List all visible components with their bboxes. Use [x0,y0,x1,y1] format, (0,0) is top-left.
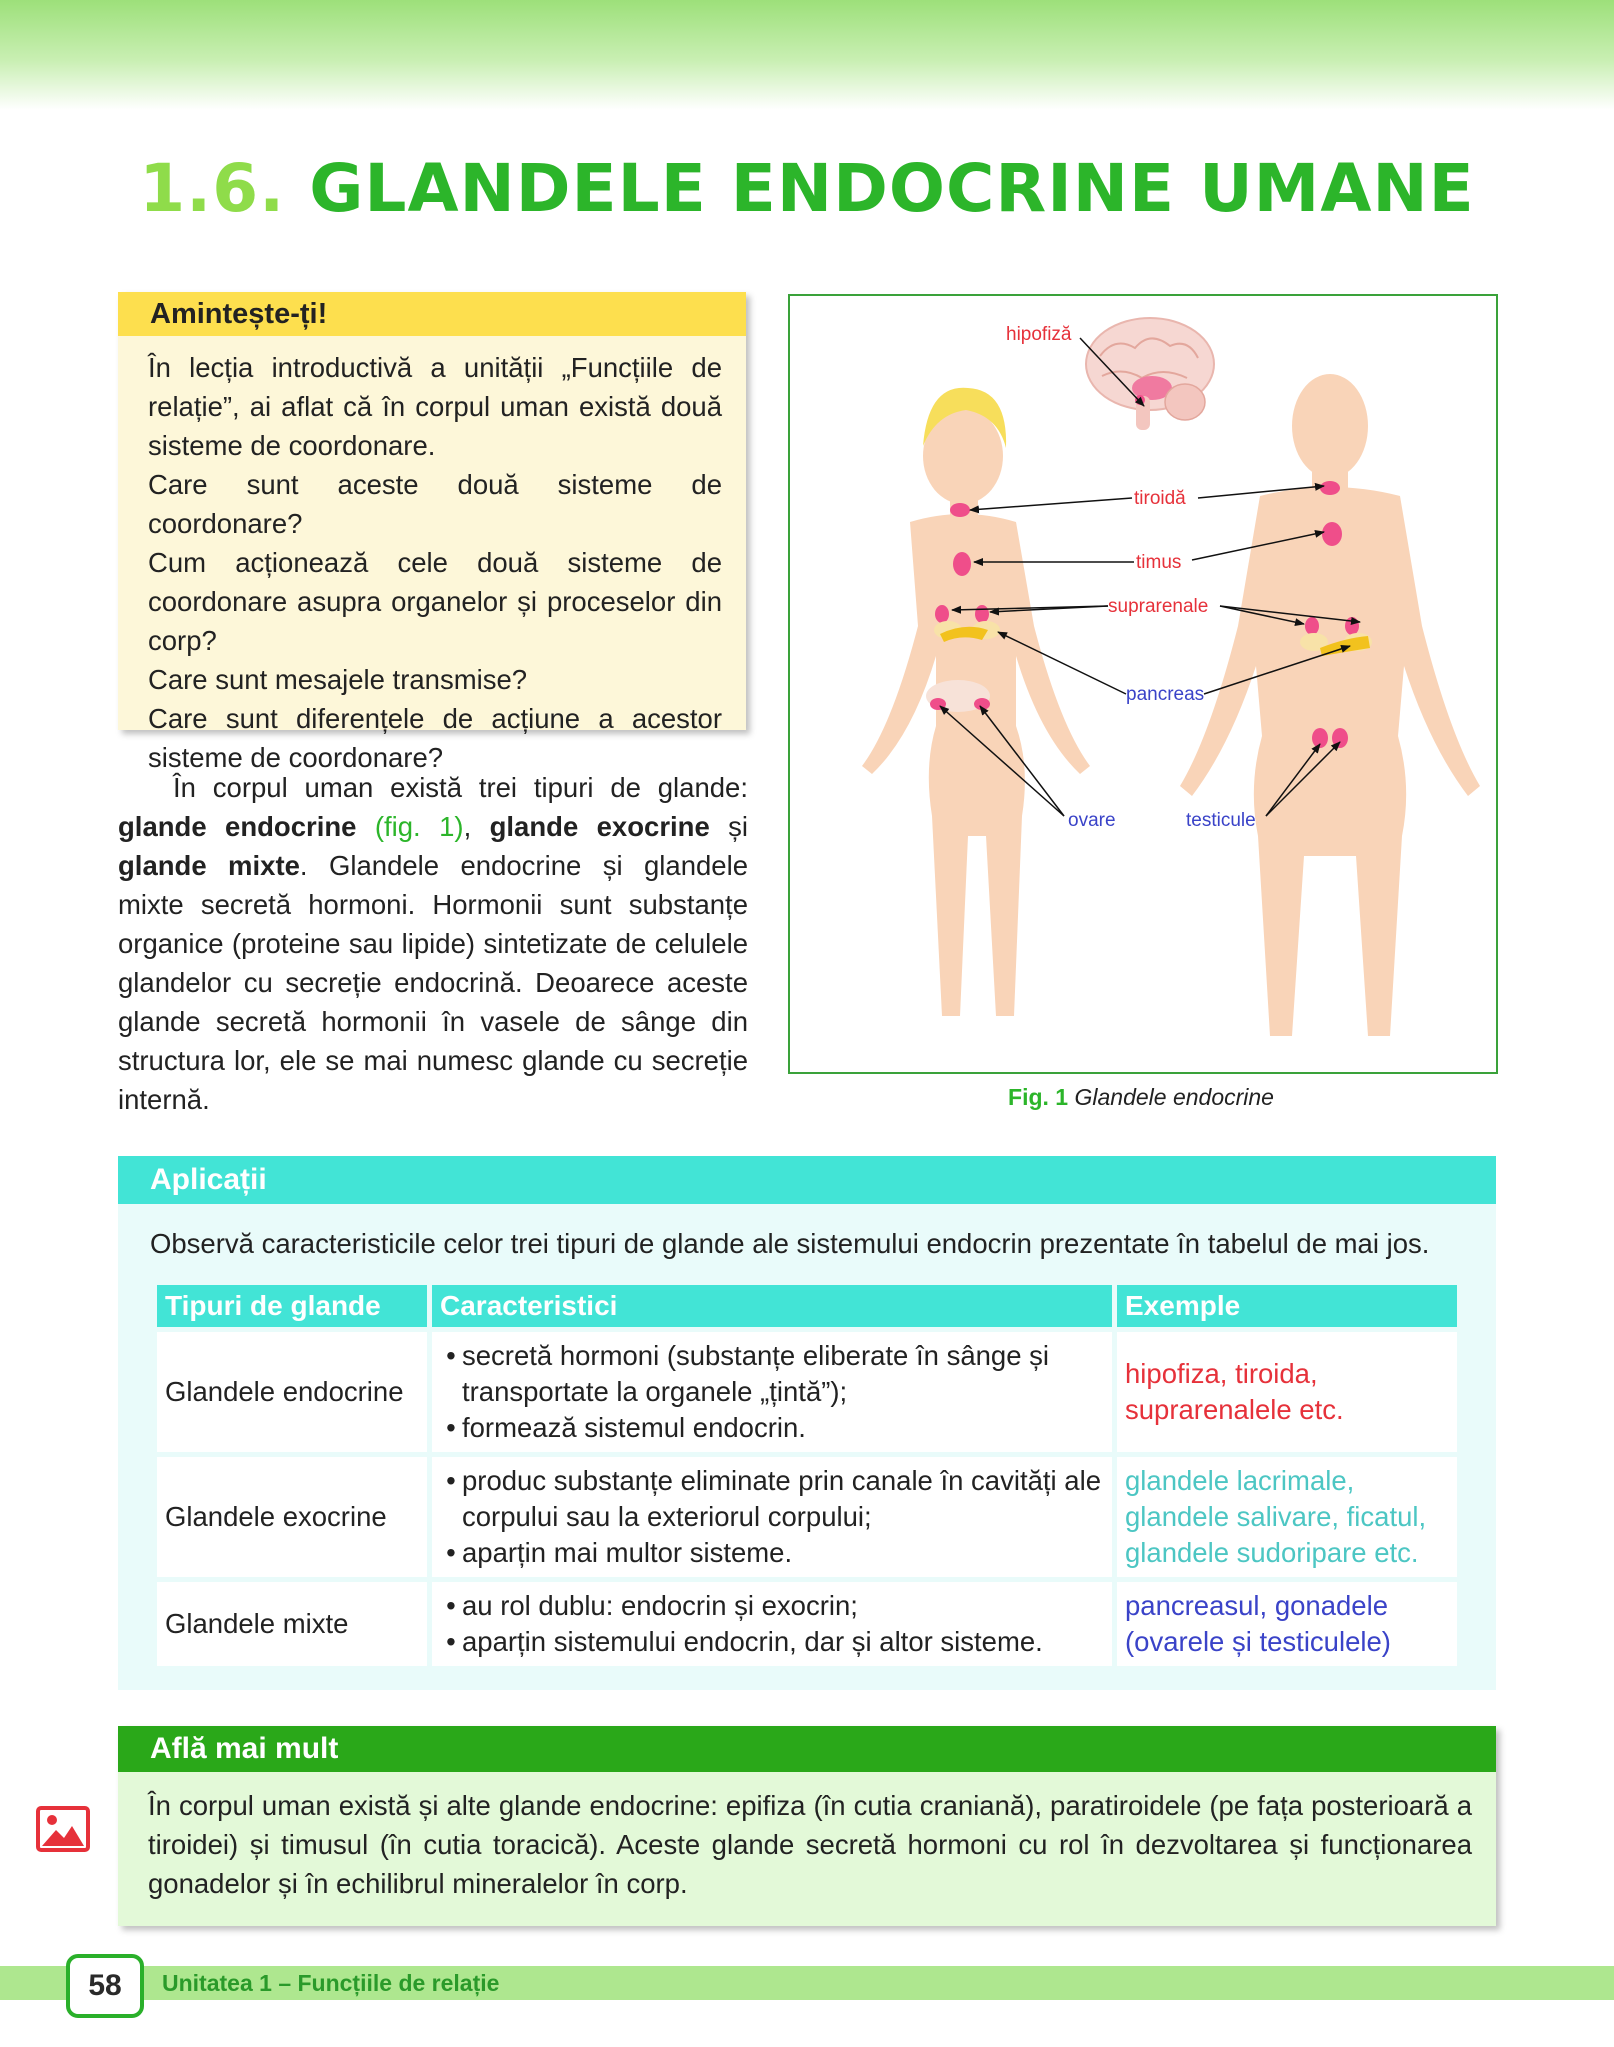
feature-item: • au rol dublu: endocrin și exocrin; [440,1588,1104,1624]
learn-more-heading: Află mai mult [118,1726,1496,1772]
lesson-title: GLANDELE ENDOCRINE UMANE [309,150,1475,227]
feature-item: • produc substanțe eliminate prin canale în cavități ale corpului sau la exteriorul corpului; [440,1463,1104,1535]
glands-table [152,1280,1462,1671]
feature-item: • aparțin sistemului endocrin, dar și altor sisteme. [440,1624,1104,1660]
table-row [157,1332,1457,1452]
label-hipofiza: hipofiză [1006,324,1072,345]
intro-text: , [463,811,490,842]
learn-more-section [118,1726,1496,1926]
top-decorative-band [0,0,1614,110]
gland-features [432,1332,1112,1452]
table-row [157,1457,1457,1577]
intro-text: . Glandele endocrine și glandele mixte secretă hormoni. Hormonii sunt substanțe organice (proteine sau lipide) sintetizate de celulele glandelor cu secreție endocrină. Deoarece aceste glande secretă hormonii în vasele de sânge din structura lor, ele se mai numesc glande cu secreție internă. [118,850,748,1115]
intro-text: și [709,811,749,842]
learn-more-text: În corpul uman există și alte glande endocrine: epifiza (în cutia craniană), paratiroidele (pe fața posterioară a tiroidei) și timusul (în cutia toracică). Aceste glande secretă hormoni cu rol în dezvoltarea și funcționarea gonadelor și în echilibrul mineralelor în corp. [148,1790,1472,1899]
figure-caption-text: Glandele endocrine [1074,1084,1274,1110]
remember-paragraph: În lecția introductivă a unității „Funcțiile de relație”, ai aflat că în corpul uman există două sisteme de coordonare. [148,352,722,461]
female-body [862,388,1090,1016]
term-mixte: glande mixte [118,850,300,881]
remember-question: Care sunt mesajele transmise? [148,664,528,695]
endocrine-figure [788,294,1498,1074]
gland-type: Glandele endocrine [157,1332,427,1452]
gland-examples: hipofiza, tiroida, suprarenalele etc. [1117,1332,1457,1452]
intro-paragraph [118,768,748,1119]
term-exocrine: glande exocrine [489,811,710,842]
figure-caption-label: Fig. 1 [1008,1084,1069,1110]
remember-question: Care sunt diferențele de acțiune a acestor sisteme de coordonare? [148,703,722,773]
feature-item: • aparțin mai multor sisteme. [440,1535,1104,1571]
feature-item: • formează sistemul endocrin. [440,1410,1104,1446]
remember-question: Care sunt aceste două sisteme de coordonare? [148,469,722,539]
figure-reference[interactable]: (fig. 1) [356,811,464,842]
term-endocrine: glande endocrine [118,811,357,842]
feature-item: • secretă hormoni (substanțe eliberate în sânge și transportate la organele „țintă”); [440,1338,1104,1410]
gland-features [432,1457,1112,1577]
label-timus: timus [1136,552,1182,573]
label-ovare: ovare [1068,810,1116,831]
footer-unit-title: Unitatea 1 – Funcțiile de relație [162,1970,500,1996]
column-header: Exemple [1117,1285,1457,1327]
brain-icon [1086,318,1214,430]
remember-body [118,336,746,777]
body-illustration [790,296,1496,1072]
lesson-number: 1.6. [139,150,286,227]
page-title [0,150,1614,227]
gland-type: Glandele mixte [157,1582,427,1666]
gland-type: Glandele exocrine [157,1457,427,1577]
label-pancreas: pancreas [1126,684,1205,705]
figure-caption [788,1084,1494,1111]
applications-section [118,1156,1496,1690]
column-header: Caracteristici [432,1285,1112,1327]
table-header-row [157,1285,1457,1327]
image-icon[interactable] [36,1806,90,1852]
label-testicule: testicule [1186,810,1256,831]
remember-heading: Amintește-ți! [118,292,746,336]
page-number: 58 [66,1954,144,2018]
remember-box [118,292,746,773]
male-body [1180,374,1480,1036]
remember-question: Cum acționează cele două sisteme de coordonare asupra organelor și proceselor din corp? [148,547,722,656]
intro-text: În corpul uman există trei tipuri de glande: [173,772,748,803]
column-header: Tipuri de glande [157,1285,427,1327]
gland-examples: glandele lacrimale, glandele salivare, ficatul, glandele sudoripare etc. [1117,1457,1457,1577]
applications-instruction: Observă caracteristicile celor trei tipuri de glande ale sistemului endocrin prezentate în tabelul de mai jos. [150,1228,1430,1259]
gland-examples: pancreasul, gonadele (ovarele și testiculele) [1117,1582,1457,1666]
label-suprarenale: suprarenale [1108,596,1209,617]
applications-heading: Aplicații [118,1156,1496,1204]
label-tiroida: tiroidă [1134,488,1186,509]
gland-features [432,1582,1112,1666]
table-row [157,1582,1457,1666]
